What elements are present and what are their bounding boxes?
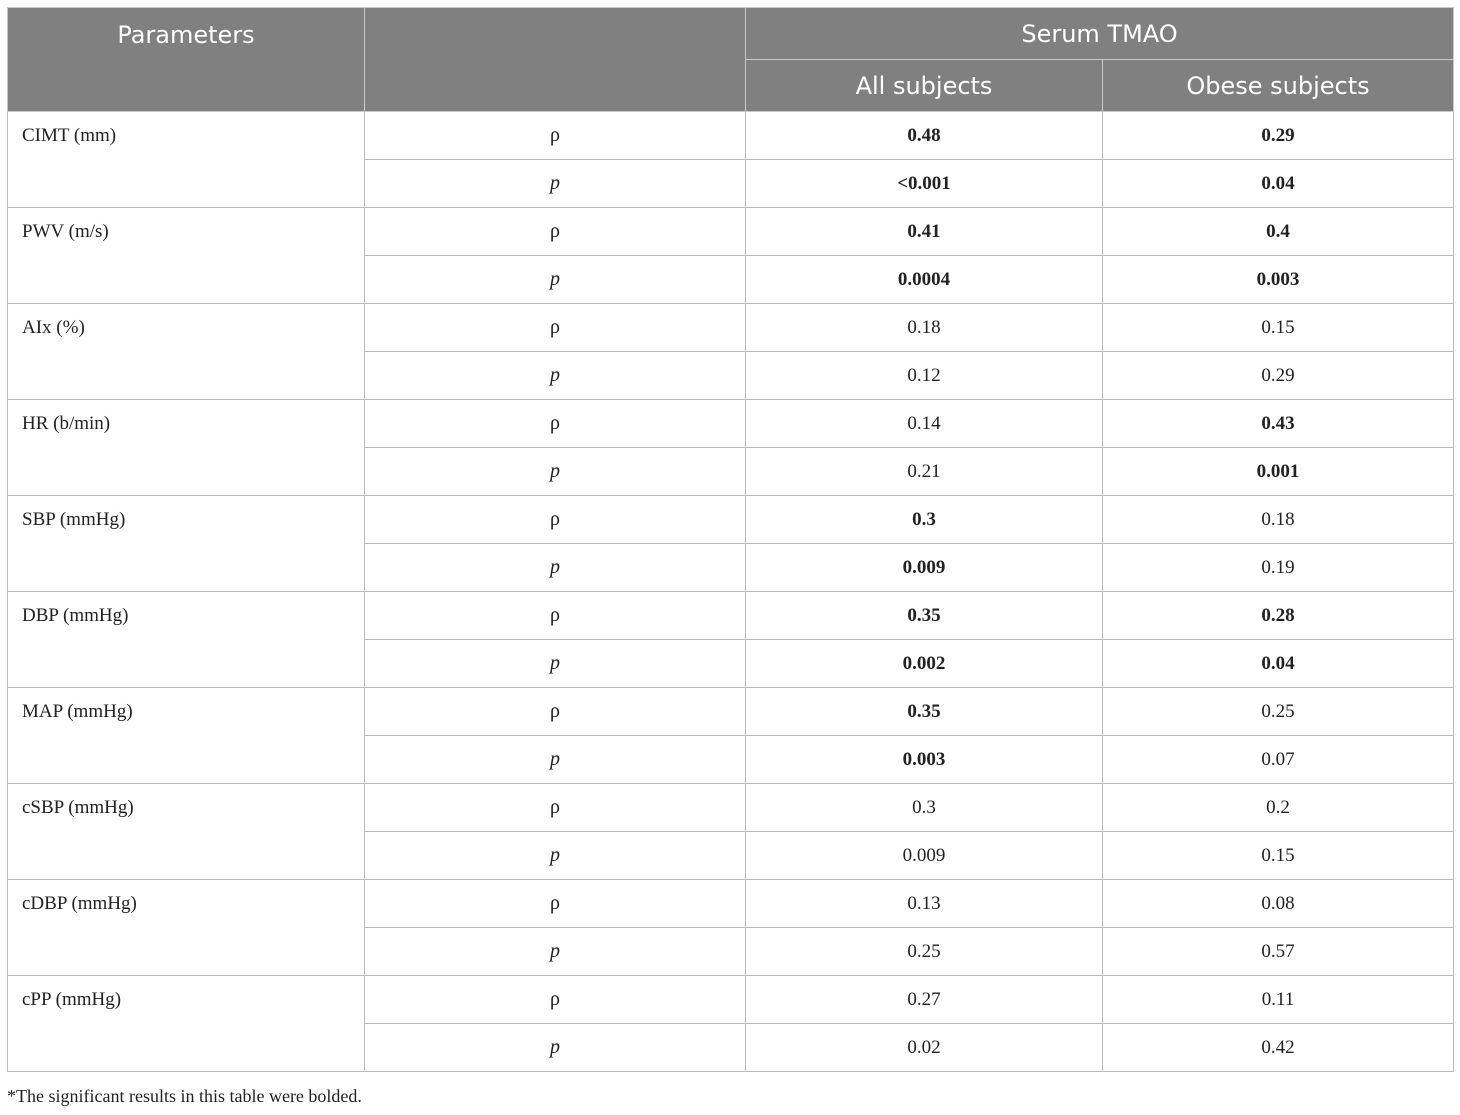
table-row [8,208,1454,256]
rho-all-subjects: 0.35 [746,688,1103,736]
p-all-subjects: 0.0004 [746,256,1103,304]
stat-label-p: p [365,160,746,208]
stat-label-p: p [365,928,746,976]
stat-label-rho: ρ [365,592,746,640]
parameter-name: cPP (mmHg) [8,976,365,1072]
stat-label-rho: ρ [365,208,746,256]
p-obese-subjects: 0.001 [1103,448,1454,496]
parameter-name: SBP (mmHg) [8,496,365,592]
stat-label-rho: ρ [365,784,746,832]
table-row [8,688,1454,736]
rho-all-subjects: 0.35 [746,592,1103,640]
correlation-table [7,7,1454,1072]
table-row [8,112,1454,160]
stat-label-rho: ρ [365,496,746,544]
rho-obese-subjects: 0.43 [1103,400,1454,448]
parameter-name: DBP (mmHg) [8,592,365,688]
stat-label-rho: ρ [365,304,746,352]
header-parameters: Parameters [8,8,365,112]
p-all-subjects: 0.002 [746,640,1103,688]
stat-label-rho: ρ [365,976,746,1024]
header-serum-tmao: Serum TMAO [746,8,1454,60]
parameter-name: AIx (%) [8,304,365,400]
table-row [8,784,1454,832]
table-row [8,880,1454,928]
rho-obese-subjects: 0.2 [1103,784,1454,832]
rho-all-subjects: 0.3 [746,784,1103,832]
p-obese-subjects: 0.57 [1103,928,1454,976]
p-all-subjects: 0.21 [746,448,1103,496]
header-obese-subjects: Obese subjects [1103,60,1454,112]
p-all-subjects: <0.001 [746,160,1103,208]
stat-label-rho: ρ [365,400,746,448]
p-obese-subjects: 0.04 [1103,160,1454,208]
stat-label-p: p [365,832,746,880]
rho-obese-subjects: 0.18 [1103,496,1454,544]
p-obese-subjects: 0.19 [1103,544,1454,592]
rho-all-subjects: 0.18 [746,304,1103,352]
p-obese-subjects: 0.003 [1103,256,1454,304]
parameter-name: cDBP (mmHg) [8,880,365,976]
table-footnote: *The significant results in this table were bolded. [7,1086,362,1106]
p-obese-subjects: 0.29 [1103,352,1454,400]
header-blank [365,8,746,112]
rho-obese-subjects: 0.29 [1103,112,1454,160]
table-row [8,304,1454,352]
p-all-subjects: 0.009 [746,832,1103,880]
p-all-subjects: 0.003 [746,736,1103,784]
rho-obese-subjects: 0.25 [1103,688,1454,736]
rho-all-subjects: 0.27 [746,976,1103,1024]
p-obese-subjects: 0.42 [1103,1024,1454,1072]
stat-label-p: p [365,1024,746,1072]
table-header [8,8,1454,112]
p-obese-subjects: 0.15 [1103,832,1454,880]
rho-all-subjects: 0.13 [746,880,1103,928]
table-body [8,112,1454,1072]
rho-obese-subjects: 0.11 [1103,976,1454,1024]
table-row [8,496,1454,544]
stat-label-p: p [365,736,746,784]
stat-label-p: p [365,352,746,400]
stat-label-rho: ρ [365,688,746,736]
rho-all-subjects: 0.14 [746,400,1103,448]
rho-obese-subjects: 0.4 [1103,208,1454,256]
stat-label-p: p [365,544,746,592]
correlation-table-container [7,7,1453,1072]
table-row [8,592,1454,640]
table-row [8,400,1454,448]
parameter-name: cSBP (mmHg) [8,784,365,880]
p-obese-subjects: 0.04 [1103,640,1454,688]
p-all-subjects: 0.02 [746,1024,1103,1072]
p-obese-subjects: 0.07 [1103,736,1454,784]
p-all-subjects: 0.25 [746,928,1103,976]
rho-obese-subjects: 0.28 [1103,592,1454,640]
p-all-subjects: 0.009 [746,544,1103,592]
stat-label-p: p [365,256,746,304]
rho-obese-subjects: 0.15 [1103,304,1454,352]
stat-label-rho: ρ [365,112,746,160]
parameter-name: PWV (m/s) [8,208,365,304]
rho-all-subjects: 0.41 [746,208,1103,256]
parameter-name: CIMT (mm) [8,112,365,208]
stat-label-p: p [365,448,746,496]
parameter-name: HR (b/min) [8,400,365,496]
rho-all-subjects: 0.48 [746,112,1103,160]
rho-obese-subjects: 0.08 [1103,880,1454,928]
rho-all-subjects: 0.3 [746,496,1103,544]
table-row [8,976,1454,1024]
header-all-subjects: All subjects [746,60,1103,112]
parameter-name: MAP (mmHg) [8,688,365,784]
stat-label-p: p [365,640,746,688]
stat-label-rho: ρ [365,880,746,928]
p-all-subjects: 0.12 [746,352,1103,400]
